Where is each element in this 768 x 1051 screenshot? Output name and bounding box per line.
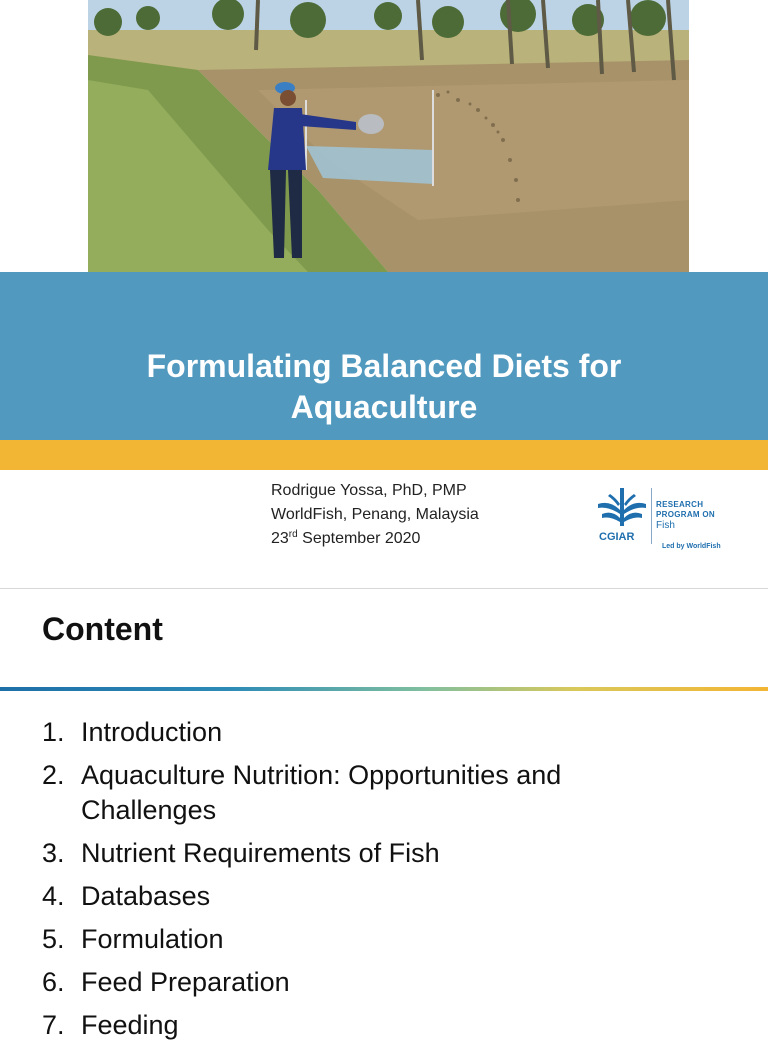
slide-title: Formulating Balanced Diets for Aquaculture — [146, 348, 622, 425]
item-text: Formulation — [81, 924, 224, 954]
item-number: 5. — [42, 924, 65, 954]
cover-photo — [88, 0, 689, 272]
cgiar-emblem-icon — [596, 486, 648, 530]
item-text: Nutrient Requirements of Fish — [81, 838, 440, 868]
logo-program-label — [656, 500, 715, 520]
logo-led-by: Led by WorldFish — [662, 543, 721, 550]
logo-research-text: RESEARCH — [656, 500, 704, 509]
item-text: Databases — [81, 881, 211, 911]
item-text: Introduction — [81, 717, 223, 747]
list-item — [42, 879, 682, 914]
list-item — [42, 1008, 682, 1043]
date-suffix: rd — [288, 529, 298, 540]
presenter-name: Rodrigue Yossa, PhD, PMP — [271, 482, 467, 499]
item-text: Feeding — [81, 1010, 179, 1040]
logo-separator — [651, 488, 652, 544]
presentation-date — [271, 527, 479, 551]
gradient-divider — [0, 687, 768, 691]
date-day: 23 — [271, 530, 289, 547]
content-list — [42, 715, 682, 1051]
item-number: 3. — [42, 838, 65, 868]
list-item — [42, 965, 682, 1000]
accent-band — [0, 440, 768, 470]
presenter-info — [271, 479, 479, 551]
item-number: 6. — [42, 967, 65, 997]
content-slide — [0, 589, 768, 1040]
item-text: Feed Preparation — [81, 967, 290, 997]
list-item — [42, 715, 682, 750]
date-rest: September 2020 — [297, 530, 421, 547]
item-number: 2. — [42, 760, 65, 790]
list-item — [42, 758, 682, 828]
logo-program-on-text: PROGRAM ON — [656, 510, 715, 519]
item-number: 4. — [42, 881, 65, 911]
item-number: 1. — [42, 717, 65, 747]
logo-topic: Fish — [656, 520, 675, 531]
logo-org-name: CGIAR — [599, 531, 635, 543]
list-item — [42, 922, 682, 957]
list-item — [42, 836, 682, 871]
item-text: Aquaculture Nutrition: Opportunities and Challenges — [81, 760, 562, 825]
item-number: 7. — [42, 1010, 65, 1040]
content-heading: Content — [42, 611, 163, 647]
presenter-affiliation: WorldFish, Penang, Malaysia — [271, 506, 479, 523]
cgiar-fish-logo — [596, 486, 726, 552]
